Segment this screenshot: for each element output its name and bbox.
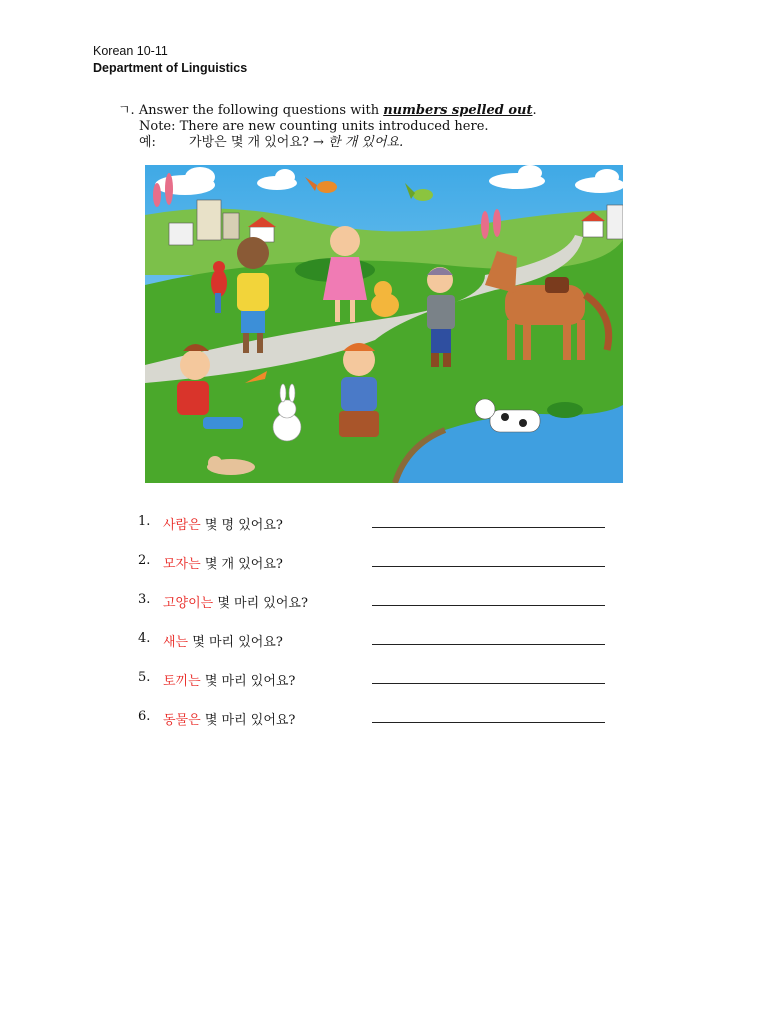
- question-rest: 몇 명 있어요?: [200, 518, 283, 533]
- answer-blank[interactable]: [372, 527, 605, 528]
- question-number: 6.: [138, 709, 151, 724]
- question-item: [138, 707, 618, 746]
- question-text: [163, 514, 283, 533]
- instructions: [118, 103, 537, 151]
- arrow-icon: →: [313, 135, 324, 150]
- question-rest: 몇 마리 있어요?: [188, 635, 283, 650]
- question-number: 4.: [138, 631, 151, 646]
- question-rest: 몇 마리 있어요?: [200, 674, 296, 689]
- park-illustration: [145, 165, 623, 483]
- question-subject: 사람은: [163, 518, 201, 533]
- question-subject: 새는: [163, 635, 189, 650]
- department-name: Department of Linguistics: [93, 61, 248, 75]
- question-text: [163, 553, 283, 572]
- example-question: 가방은 몇 개 있어요?: [189, 135, 309, 150]
- girl-with-helmet: [427, 267, 455, 367]
- question-text: [163, 592, 308, 611]
- example-line: [118, 135, 537, 151]
- question-text: [163, 631, 283, 650]
- example-answer: 한 개 있어요.: [328, 135, 404, 150]
- question-item: [138, 629, 618, 668]
- answer-blank[interactable]: [372, 566, 605, 567]
- question-rest: 몇 마리 있어요?: [213, 596, 308, 611]
- note-line: Note: There are new counting units introduced here.: [139, 119, 489, 134]
- instruction-line: [118, 103, 537, 119]
- section-marker: ㄱ.: [118, 103, 135, 118]
- question-item: [138, 551, 618, 590]
- question-item: [138, 590, 618, 629]
- question-subject: 토끼는: [163, 674, 201, 689]
- question-number: 2.: [138, 553, 151, 568]
- question-item: [138, 512, 618, 551]
- question-subject: 모자는: [163, 557, 201, 572]
- question-subject: 고양이는: [163, 596, 214, 611]
- answer-blank[interactable]: [372, 605, 605, 606]
- instruction-text: Answer the following questions with: [138, 103, 384, 118]
- question-subject: 동물은: [163, 713, 201, 728]
- answer-blank[interactable]: [372, 683, 605, 684]
- instruction-period: .: [532, 103, 537, 118]
- answer-blank[interactable]: [372, 644, 605, 645]
- course-title: Korean 10-11: [93, 44, 168, 58]
- instruction-emphasis: numbers spelled out: [383, 103, 533, 118]
- boy-kneeling: [339, 343, 379, 437]
- question-text: [163, 709, 295, 728]
- answer-blank[interactable]: [372, 722, 605, 723]
- question-number: 3.: [138, 592, 151, 607]
- question-number: 5.: [138, 670, 151, 685]
- question-rest: 몇 마리 있어요?: [200, 713, 296, 728]
- question-list: [138, 512, 618, 746]
- question-text: [163, 670, 295, 689]
- example-label: 예:: [139, 135, 156, 150]
- question-number: 1.: [138, 514, 151, 529]
- question-item: [138, 668, 618, 707]
- question-rest: 몇 개 있어요?: [200, 557, 283, 572]
